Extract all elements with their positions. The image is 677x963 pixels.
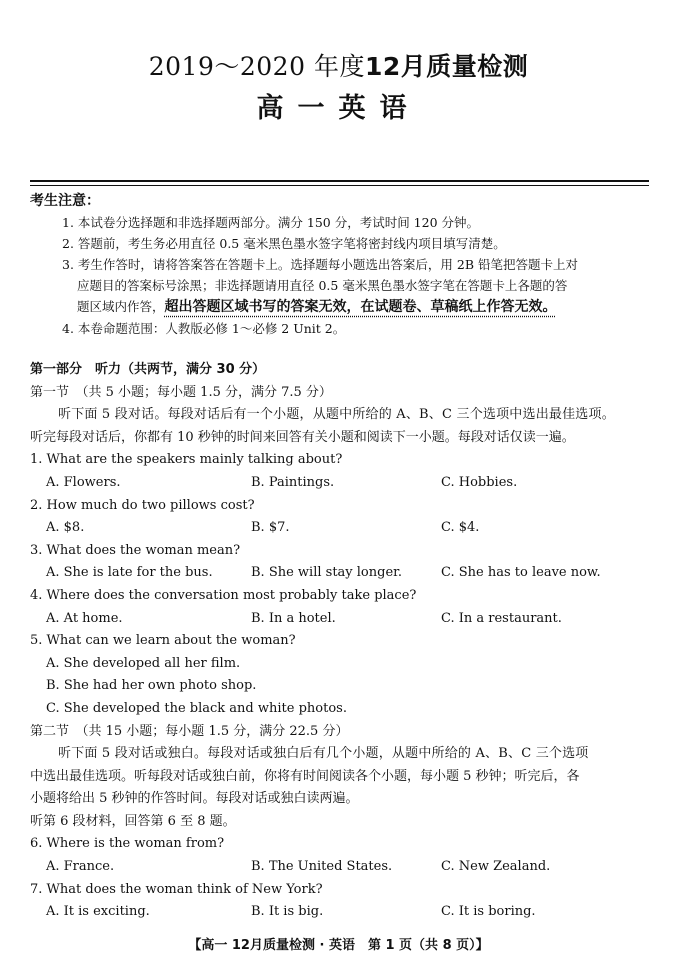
question-1: 1. What are the speakers mainly talking about?	[30, 452, 343, 468]
option-b: B. She will stay longer.	[251, 565, 403, 581]
header-divider-thin	[30, 185, 649, 186]
option-b: B. She had her own photo shop.	[46, 678, 257, 694]
option-b: B. The United States.	[251, 859, 393, 875]
question-3: 3. What does the woman mean?	[30, 542, 241, 558]
question-7: 7. What does the woman think of New York?	[30, 881, 323, 897]
subject-title: 高一英语	[256, 93, 421, 124]
question-7-options	[30, 901, 652, 924]
section1-directions-2: 听完每段对话后，你都有 10 秒钟的时间来回答有关小题和阅读下一小题。每段对话仅读一遍。	[30, 429, 575, 445]
section2-directions-2: 中选出最佳选项。听每段对话或独白前，你将有时间阅读各个小题，每小题 5 秒钟；听完后，各	[30, 768, 580, 784]
option-b: B. In a hotel.	[251, 610, 336, 626]
title-year: 2019～2020 年度	[148, 52, 365, 81]
question-6-options	[30, 856, 652, 879]
option-c: C. $4.	[441, 520, 480, 536]
option-c: C. She has to leave now.	[441, 565, 601, 581]
option-b: B. It is big.	[251, 904, 324, 920]
option-c: C. New Zealand.	[441, 859, 551, 875]
option-a: A. At home.	[46, 610, 123, 626]
header-divider-thick	[30, 180, 649, 182]
section1-heading: 第一节 （共 5 小题；每小题 1.5 分，满分 7.5 分）	[30, 384, 332, 400]
notice-item-2: 2. 答题前，考生务必用直径 0.5 毫米黑色墨水签字笔将密封线内项目填写清楚。	[62, 236, 506, 251]
question-3-options	[30, 562, 652, 585]
material-note: 听第 6 段材料，回答第 6 至 8 题。	[30, 813, 236, 829]
notice-item-3a: 3. 考生作答时，请将答案答在答题卡上。选择题每小题选出答案后，用 2B 铅笔把答题卡上对	[62, 257, 578, 272]
exam-body	[30, 359, 652, 924]
question-6: 6. Where is the woman from?	[30, 836, 225, 852]
option-b: B. Paintings.	[251, 474, 335, 490]
notice-item-3c	[62, 296, 652, 318]
notice-list	[62, 212, 652, 339]
option-a: A. $8.	[46, 520, 85, 536]
option-c: C. It is boring.	[441, 904, 536, 920]
section1-directions-1: 听下面 5 段对话。每段对话后有一个小题，从题中所给的 A、B、C 三个选项中选出最佳选项。	[58, 407, 615, 423]
question-2-options	[30, 517, 652, 540]
option-a: A. France.	[46, 859, 115, 875]
option-a: A. She is late for the bus.	[46, 565, 213, 581]
page-footer: 【高一 12月质量检测 · 英语 第 1 页（共 8 页）】	[188, 938, 489, 953]
option-c: C. She developed the black and white photos.	[46, 700, 347, 716]
notice-item-3c-text: 题区域内作答，	[77, 299, 165, 314]
option-c: C. In a restaurant.	[441, 610, 562, 626]
question-2: 2. How much do two pillows cost?	[30, 497, 255, 513]
notice-item-4: 4. 本卷命题范围：人教版必修 1～必修 2 Unit 2。	[62, 321, 346, 336]
question-4: 4. Where does the conversation most probably take place?	[30, 587, 417, 603]
question-4-options	[30, 608, 652, 631]
notice-item-1: 1. 本试卷分选择题和非选择题两部分。满分 150 分，考试时间 120 分钟。	[62, 215, 480, 230]
question-5: 5. What can we learn about the woman?	[30, 633, 296, 649]
notice-emphasis: 超出答题区域书写的答案无效，在试题卷、草稿纸上作答无效。	[164, 299, 557, 315]
title-exam-name: 12月质量检测	[364, 52, 529, 81]
option-a: A. Flowers.	[46, 474, 121, 490]
option-a: A. It is exciting.	[46, 904, 150, 920]
notice-item-3b: 应题目的答案标号涂黑；非选择题请用直径 0.5 毫米黑色墨水签字笔在答题卡上各题的答	[77, 278, 568, 293]
exam-title	[0, 47, 677, 83]
option-a: A. She developed all her film.	[46, 655, 241, 671]
option-b: B. $7.	[251, 520, 290, 536]
section2-heading: 第二节 （共 15 小题；每小题 1.5 分，满分 22.5 分）	[30, 723, 349, 739]
option-c: C. Hobbies.	[441, 474, 518, 490]
notice-heading: 考生注意：	[30, 193, 100, 209]
question-1-options	[30, 472, 652, 495]
part1-heading: 第一部分 听力（共两节，满分 30 分）	[30, 362, 266, 377]
section2-directions-1: 听下面 5 段对话或独白。每段对话或独白后有几个小题，从题中所给的 A、B、C 三个选项	[58, 746, 589, 762]
section2-directions-3: 小题将给出 5 秒钟的作答时间。每段对话或独白读两遍。	[30, 791, 359, 807]
